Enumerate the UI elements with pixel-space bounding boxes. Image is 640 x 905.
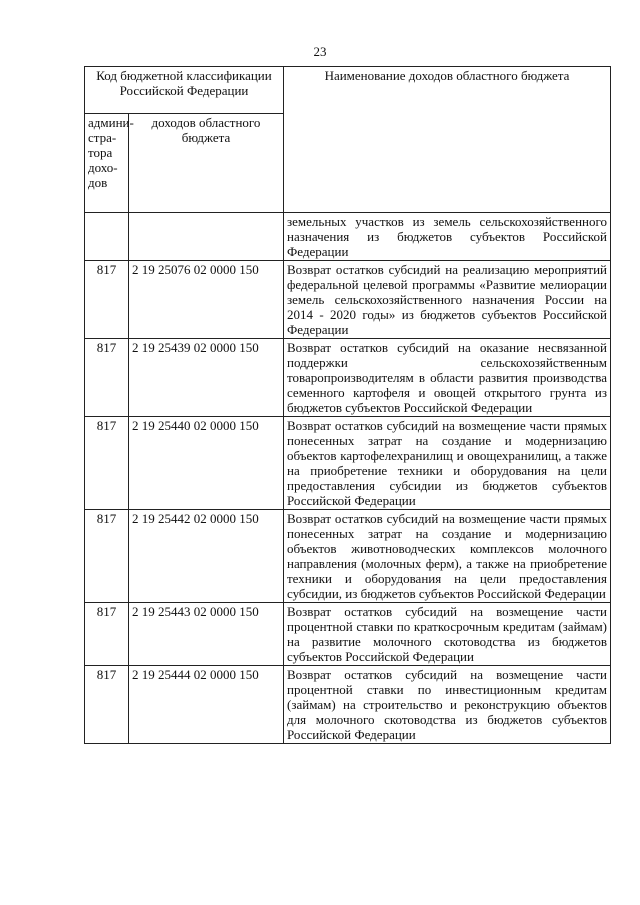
admin-code-cell: 817	[85, 339, 129, 417]
admin-code-cell: 817	[85, 666, 129, 744]
income-code-cell: 2 19 25443 02 0000 150	[129, 603, 284, 666]
income-name-text: Возврат остатков субсидий на возмещение части прямых понесенных затрат на создание и модернизацию объектов животноводческих комплексов молочного направления (молочных ферм), а также на приобретение техники и оборудования на цели предоставления субсидии, из бюджетов субъектов Российской Федерации	[287, 511, 607, 601]
income-code-cell: 2 19 25439 02 0000 150	[129, 339, 284, 417]
income-name-cell	[284, 213, 611, 261]
income-name-cell	[284, 510, 611, 603]
table-row	[85, 417, 611, 510]
table-row	[85, 510, 611, 603]
income-name-text: Возврат остатков субсидий на возмещение части прямых понесенных затрат на создание и модернизацию объектов картофелехранилищ и овощехранилищ, а также на приобретение техники и оборудования на цели предоставления субсидии из бюджетов субъектов Российской Федерации	[287, 418, 607, 508]
income-code-cell: 2 19 25444 02 0000 150	[129, 666, 284, 744]
header-admin-column: админи-стра-тора дохо-дов	[85, 114, 129, 213]
header-income-column: доходов областного бюджета	[129, 114, 284, 213]
income-name-cell	[284, 261, 611, 339]
table-body	[85, 213, 611, 744]
header-name-column: Наименование доходов областного бюджета	[284, 67, 611, 213]
admin-code-cell: 817	[85, 261, 129, 339]
income-name-cell	[284, 603, 611, 666]
income-code-cell	[129, 213, 284, 261]
table-row	[85, 603, 611, 666]
table-row	[85, 213, 611, 261]
admin-code-cell: 817	[85, 510, 129, 603]
income-code-cell: 2 19 25442 02 0000 150	[129, 510, 284, 603]
budget-classification-table	[84, 66, 611, 744]
income-name-text: Возврат остатков субсидий на возмещение части процентной ставки по краткосрочным кредитам (займам) на развитие молочного скотоводства из бюджетов субъектов Российской Федерации	[287, 604, 607, 664]
admin-code-cell: 817	[85, 603, 129, 666]
income-name-text: земельных участков из земель сельскохозяйственного назначения из бюджетов субъектов Российской Федерации	[287, 214, 607, 259]
header-code-group: Код бюджетной классификации Российской Федерации	[85, 67, 284, 114]
table-row	[85, 666, 611, 744]
admin-code-cell: 817	[85, 417, 129, 510]
income-name-cell	[284, 666, 611, 744]
income-name-cell	[284, 417, 611, 510]
table-row	[85, 261, 611, 339]
income-name-cell	[284, 339, 611, 417]
income-name-text: Возврат остатков субсидий на возмещение части процентной ставки по инвестиционным кредитам (займам) на строительство и реконструкцию объектов для молочного скотоводства из бюджетов субъектов Российской Федерации	[287, 667, 607, 742]
income-name-text: Возврат остатков субсидий на реализацию мероприятий федеральной целевой программы «Развитие мелиорации земель сельскохозяйственного назначения России на 2014 - 2020 годы» из бюджетов субъектов Российской Федерации	[287, 262, 607, 337]
admin-code-cell	[85, 213, 129, 261]
page-number: 23	[313, 44, 327, 59]
income-code-cell: 2 19 25440 02 0000 150	[129, 417, 284, 510]
income-name-text: Возврат остатков субсидий на оказание несвязанной поддержки сельскохозяйственным товаропроизводителям в области развития производства семенного картофеля и овощей открытого грунта из бюджетов субъектов Российской Федерации	[287, 340, 607, 415]
table-row	[85, 339, 611, 417]
income-code-cell: 2 19 25076 02 0000 150	[129, 261, 284, 339]
